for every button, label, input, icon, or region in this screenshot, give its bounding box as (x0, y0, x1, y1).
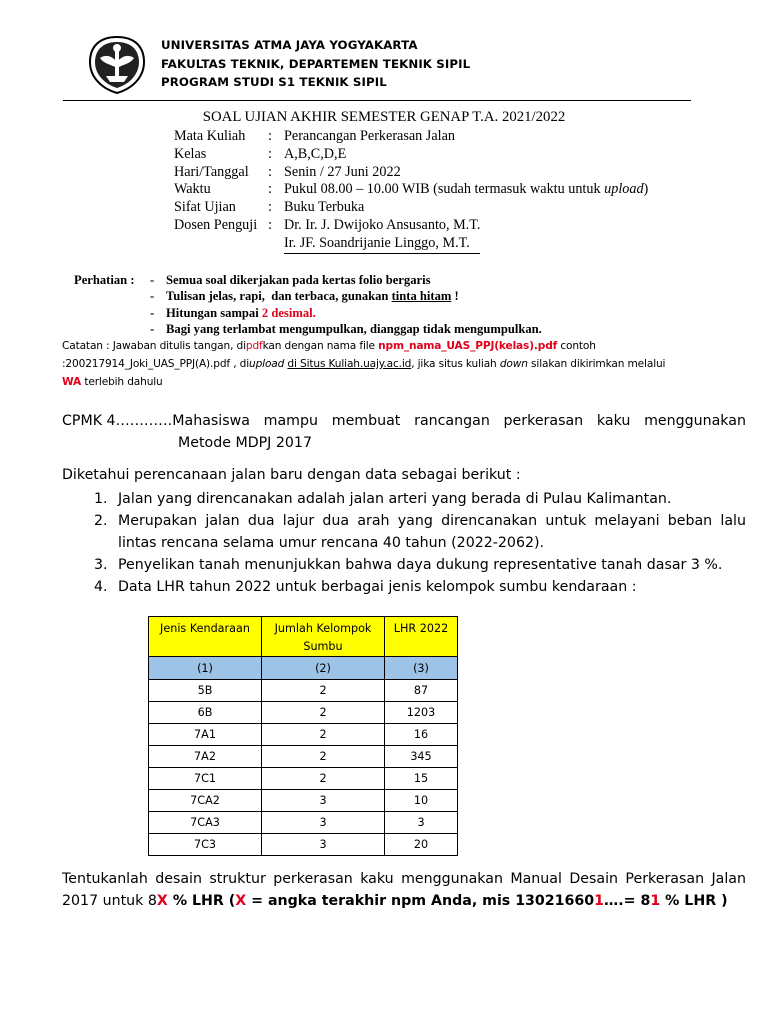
header-divider (63, 100, 691, 101)
list-item: 3. Penyelikan tanah menunjukkan bahwa daya dukung representative tanah dasar 3 %. (94, 557, 723, 573)
info-row-examiner: Dosen Penguji : Dr. Ir. J. Dwijoko Ansusanto, M.T. (174, 216, 481, 233)
info-row-date: Hari/Tanggal : Senin / 27 Juni 2022 (174, 163, 401, 180)
course-site-link[interactable]: di Situs Kuliah.uajy.ac.id (287, 358, 412, 370)
info-row-course: Mata Kuliah : Perancangan Perkerasan Jalan (174, 128, 455, 144)
submission-note: Catatan : Jawaban ditulis tangan, dipdfkan dengan nama file npm_nama_UAS_PPJ(kelas).pdf contoh :200217914_Joki_UAS_PPJ(A).pdf , diupload di Situs Kuliah.uajy.ac.id, jika situs kuliah down silakan dikirimkan melalui WA terlebih dahulu (62, 340, 666, 388)
table-header: LHR 2022 (385, 617, 458, 657)
table-row: 7CA3 3 3 (149, 812, 458, 834)
table-row: 7C1 2 15 (149, 768, 458, 790)
attention-label: Perhatian : (74, 273, 135, 287)
university-name: UNIVERSITAS ATMA JAYA YOGYAKARTA (161, 38, 418, 52)
info-row-exam-type: Sifat Ujian : Buku Terbuka (174, 199, 365, 216)
cpmk-statement: CPMK 4…………Mahasiswa mampu membuat rancangan perkerasan kaku menggunakan Metode MDPJ 2017 (62, 413, 746, 451)
problem-intro: Diketahui perencanaan jalan baru dengan data sebagai berikut : (62, 467, 521, 483)
table-header: Jumlah Kelompok Sumbu (262, 617, 385, 657)
faculty-name: FAKULTAS TEKNIK, DEPARTEMEN TEKNIK SIPIL (161, 57, 471, 71)
table-row: 5B 2 87 (149, 680, 458, 702)
table-row: 6B 2 1203 (149, 702, 458, 724)
table-row: 7A1 2 16 (149, 724, 458, 746)
list-item: 4. Data LHR tahun 2022 untuk berbagai jenis kelompok sumbu kendaraan : (94, 579, 637, 595)
exam-info (174, 128, 648, 254)
task-statement: Tentukanlah desain struktur perkerasan kaku menggunakan Manual Desain Perkerasan Jalan 2017 untuk 8X % LHR (X = angka terakhir npm Anda, mis 130216601….= 81 % LHR ) (62, 871, 746, 909)
info-row-examiner-2: Ir. JF. Soandrijanie Linggo, M.T. (174, 235, 648, 254)
info-row-class: Kelas : A,B,C,D,E (174, 145, 347, 162)
table-row: 7C3 3 20 (149, 834, 458, 856)
lhr-table (148, 616, 458, 856)
problem-list (94, 488, 746, 598)
info-row-time: Waktu : Pukul 08.00 – 10.00 WIB (sudah termasuk waktu untuk upload ) (174, 181, 649, 198)
table-row: 7A2 2 345 (149, 746, 458, 768)
table-header: Jenis Kendaraan (149, 617, 262, 657)
table-number-row: (1) (2) (3) (149, 657, 458, 680)
attention-block: Perhatian : - Semua soal dikerjakan pada kertas folio bergaris - Tulisan jelas, rapi, dan terbaca, gunakan tinta hitam ! - Hitungan sampai 2 desimal. - Bagi yang terlambat mengumpulkan, dianggap tidak mengumpulkan. (74, 273, 542, 336)
exam-title: SOAL UJIAN AKHIR SEMESTER GENAP T.A. 2021/2022 (202, 109, 566, 125)
list-item: 2. Merupakan jalan dua lajur dua arah yang direncanakan untuk melayani beban lalu lintas rencana selama umur rencana 40 tahun (2022-2062). (94, 513, 746, 551)
table-row: 7CA2 3 10 (149, 790, 458, 812)
program-name: PROGRAM STUDI S1 TEKNIK SIPIL (161, 75, 387, 89)
university-crest-icon (86, 34, 148, 96)
list-item: 1. Jalan yang direncanakan adalah jalan arteri yang berada di Pulau Kalimantan. (94, 491, 672, 507)
